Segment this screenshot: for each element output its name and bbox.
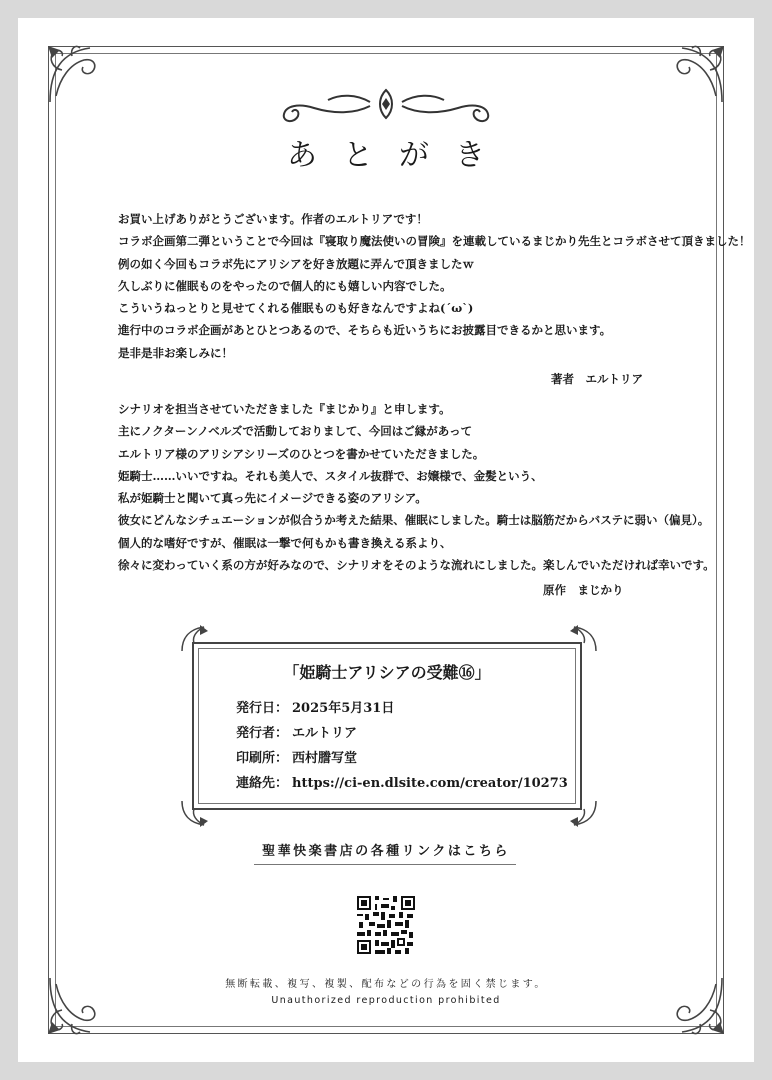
printer-label: 印刷所： (236, 751, 289, 766)
publish-date-label: 発行日： (236, 701, 289, 716)
afterword-line: コラボ企画第二弾ということで今回は『寝取り魔法使いの冒険』を連載しているまじかり先生とコラボさせて頂きました！ (118, 234, 751, 249)
contact-row (236, 771, 568, 796)
page-title: あとがき (287, 138, 511, 173)
printer-value: 西村謄写堂 (292, 751, 358, 766)
scenario-line: エルトリア様のアリシアシリーズのひとつを書かせていただきました。 (118, 446, 485, 461)
colophon-details (236, 696, 568, 796)
colophon-box (192, 642, 582, 810)
afterword-line: 進行中のコラボ企画があとひとつあるので、そちらも近いうちにお披露目できるかと思います。 (118, 323, 612, 338)
corner-flourish-icon (42, 40, 112, 110)
printer-row (236, 746, 568, 771)
book-title: 「姫騎士アリシアの受難⑯」 (283, 663, 491, 682)
store-links-label: 聖華快楽書店の各種リンクはこちら (262, 844, 510, 859)
afterword-line: 久しぶりに催眠ものをやったので個人的にも嬉しい内容でした。 (118, 278, 452, 293)
afterword-line: 例の如く今回もコラボ先にアリシアを好き放題に弄んで頂きましたｗ (118, 256, 475, 271)
afterword-line: 是非是非お楽しみに！ (118, 345, 233, 360)
store-divider (254, 864, 516, 865)
publisher-row (236, 721, 568, 746)
scenario-line: 主にノクターンノベルズで活動しておりまして、今回はご縁があって (118, 424, 473, 439)
book-page (18, 18, 754, 1062)
author-afterword (118, 208, 751, 364)
scenario-line: 個人的な嗜好ですが、催眠は一撃で何もかも書き換える系より、 (118, 535, 452, 550)
publisher-value: エルトリア (292, 726, 358, 741)
qr-code-icon[interactable] (357, 896, 415, 954)
scenario-line: シナリオを担当させていただきました『まじかり』と申します。 (118, 402, 451, 416)
scenario-line: 徐々に変わっていく系の方が好みなので、シナリオをそのような流れにしました。楽しんでいただければ幸いです。 (118, 558, 715, 573)
copyright-notice-japanese: 無断転載、複写、複製、配布などの行為を固く禁じます。 (225, 979, 547, 990)
publish-date-value: 2025年5月31日 (292, 701, 395, 716)
scenario-writer-afterword (118, 398, 718, 576)
author-signature: 著者 エルトリア (551, 372, 643, 386)
original-author-signature: 原作 まじかり (543, 583, 624, 597)
publish-date-row (236, 696, 568, 721)
scenario-line: 私が姫騎士と聞いて真っ先にイメージできる姿のアリシア。 (118, 491, 427, 506)
contact-url[interactable]: https://ci-en.dlsite.com/creator/10273 (292, 776, 568, 791)
publisher-label: 発行者： (236, 726, 289, 741)
scenario-line: 彼女にどんなシチュエーションが似合うか考えた結果、催眠にしました。騎士は脳筋だからバステに弱い（偏見）。 (118, 513, 710, 528)
scenario-line: 姫騎士……いいですね。それも美人で、スタイル抜群で、お嬢様で、金髪という、 (118, 468, 543, 483)
copyright-notice-english: Unauthorized reproduction prohibited (271, 995, 501, 1006)
contact-label: 連絡先： (236, 776, 289, 791)
afterword-line: こういうねっとりと見せてくれる催眠ものも好きなんですよね(´ω`) (118, 301, 474, 316)
title-ornament-icon (274, 84, 498, 128)
afterword-line: お買い上げありがとうございます。作者のエルトリアです！ (118, 212, 428, 226)
corner-flourish-icon (660, 40, 730, 110)
